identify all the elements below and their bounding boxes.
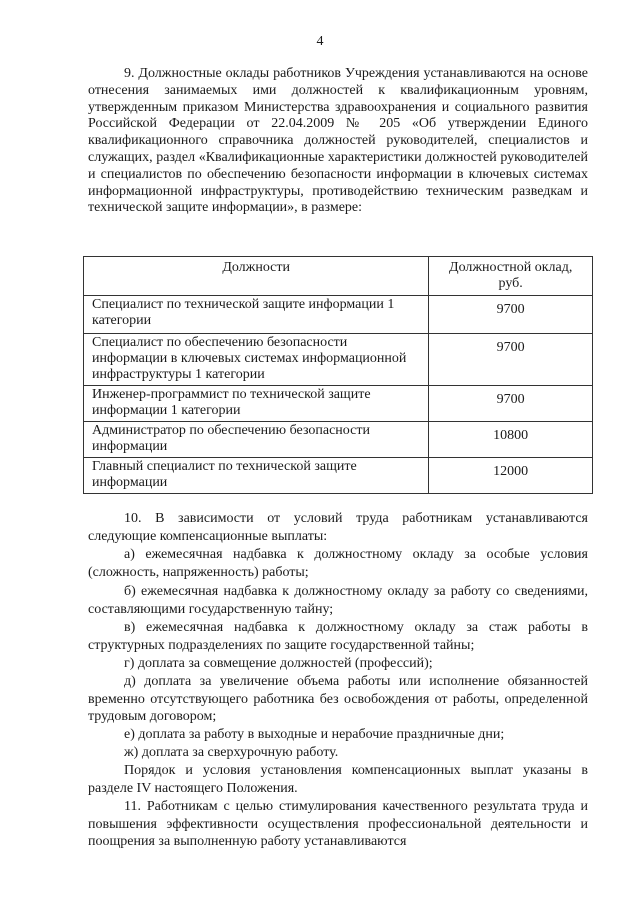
table-row [84,296,593,334]
header-positions: Должности [84,257,429,296]
table-row [84,422,593,458]
paragraph-10: 10. В зависимости от условий труда работникам устанавливаются следующие компенсационные выплаты: [88,511,588,544]
table-row [84,458,593,494]
list-item-g: г) доплата за совмещение должностей (профессий); [124,656,433,671]
table-header-row [84,257,593,296]
position-cell: Специалист по обеспечению безопасности информации в ключевых системах информационной инфраструктуры 1 категории [84,334,429,386]
salary-cell: 9700 [429,386,593,422]
list-item-d: д) доплата за увеличение объема работы или исполнение обязанностей временно отсутствующего работника без освобождения от работы, определенной трудовым договором; [88,674,588,724]
list-item-v: в) ежемесячная надбавка к должностному окладу за стаж работы в структурных подразделениях по защите государственной тайны; [88,620,588,653]
paragraph-9: 9. Должностные оклады работников Учреждения устанавливаются на основе отнесения занимаемых ими должностей к квалификационным уровням, утвержденным приказом Министерства здравоохранения и социального развития Российской Федерации от 22.04.2009 № 205 «Об утверждении Единого квалификационного справочника должностей руководителей, специалистов и служащих, раздел «Квалификационные характеристики должностей руководителей и специалистов по обеспечению безопасности информации в ключевых системах информационной инфраструктуры, противодействию техническим разведкам и технической защите информации», в размере: [88,66,588,216]
position-cell: Специалист по технической защите информации 1 категории [84,296,429,334]
table-row [84,386,593,422]
list-item-b: б) ежемесячная надбавка к должностному окладу за работу со сведениями, составляющими государственную тайну; [88,584,588,617]
salary-cell: 10800 [429,422,593,458]
table-row [84,334,593,386]
salary-table [83,256,593,494]
header-salary: Должностной оклад, руб. [429,257,593,296]
list-item-e: е) доплата за работу в выходные и нерабочие праздничные дни; [124,727,505,742]
salary-cell: 12000 [429,458,593,494]
position-cell: Инженер-программист по технической защите информации 1 категории [84,386,429,422]
position-cell: Главный специалист по технической защите информации [84,458,429,494]
paragraph-order: Порядок и условия установления компенсационных выплат указаны в разделе IV настоящего Положения. [88,763,588,796]
salary-cell: 9700 [429,334,593,386]
list-item-a: а) ежемесячная надбавка к должностному окладу за особые условия (сложность, напряженность) работы; [88,547,588,580]
salary-cell: 9700 [429,296,593,334]
position-cell: Администратор по обеспечению безопасности информации [84,422,429,458]
list-item-zh: ж) доплата за сверхурочную работу. [124,745,339,760]
page-number: 4 [316,34,324,49]
paragraph-11: 11. Работникам с целью стимулирования качественного результата труда и повышения эффективности осуществления профессиональной деятельности и поощрения за выполненную работу устанавливаются [88,799,588,849]
